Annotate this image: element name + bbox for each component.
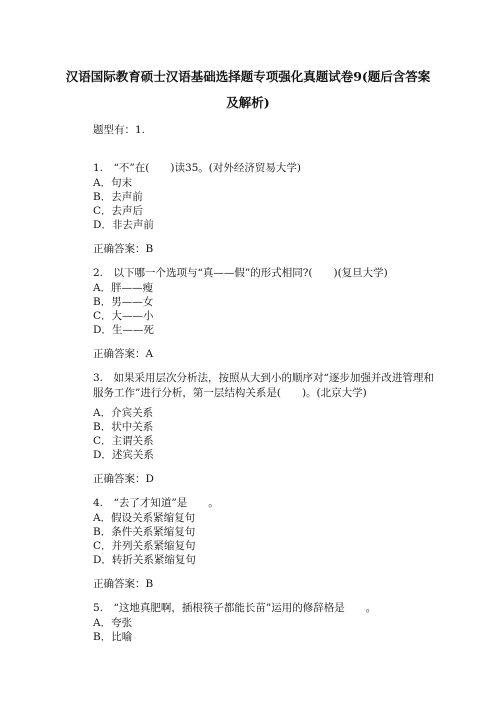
- question-3-option-a: A．介宾关系: [93, 407, 154, 419]
- question-3-option-c: C．主谓关系: [93, 435, 154, 447]
- question-2-option-c: C．大——小: [93, 310, 154, 322]
- document-title-line1: 汉语国际教育硕士汉语基础选择题专项强化真题试卷9(题后含答案: [65, 69, 431, 84]
- question-2-answer: 正确答案：A: [93, 348, 154, 360]
- question-4-answer: 正确答案：B: [93, 578, 154, 590]
- question-4-option-d: D．转折关系紧缩复句: [93, 554, 196, 566]
- question-type-line: 题型有：1.: [93, 124, 146, 136]
- question-3-answer: 正确答案：D: [93, 473, 154, 485]
- question-3-option-b: B．状中关系: [93, 421, 154, 433]
- question-1-answer: 正确答案：B: [93, 243, 154, 255]
- document-title-line2: 及解析): [226, 95, 270, 110]
- question-5-stem: 5. “这地真肥啊，插根筷子都能长苗”运用的修辞格是 。: [93, 602, 377, 614]
- question-2-stem: 2. 以下哪一个选项与“真——假”的形式相同?( )(复旦大学): [93, 267, 388, 279]
- question-4-option-c: C．并列关系紧缩复句: [93, 540, 196, 552]
- question-1-option-a: A．句末: [93, 177, 133, 189]
- question-2-option-d: D．生——死: [93, 324, 154, 336]
- question-2-option-b: B．男——女: [93, 296, 154, 308]
- question-4-option-b: B．条件关系紧缩复句: [93, 526, 196, 538]
- question-1-stem: 1. “不”在( )读35。(对外经济贸易大学): [93, 162, 301, 174]
- question-3-option-d: D．述宾关系: [93, 449, 154, 461]
- question-3-stem: 3. 如果采用层次分析法，按照从大到小的顺序对“逐步加强并改进管理和服务工作”进行分析，第一层结构关系是( )。(北京大学): [93, 372, 434, 399]
- question-1-option-c: C．去声后: [93, 205, 144, 217]
- question-4-stem: 4. “去了才知道”是 。: [93, 497, 219, 509]
- question-5-option-b: B．比喻: [93, 631, 133, 643]
- question-2-option-a: A．胖——瘦: [93, 282, 154, 294]
- question-1-option-b: B．去声前: [93, 191, 143, 203]
- question-4-option-a: A．假设关系紧缩复句: [93, 512, 196, 524]
- question-5-option-a: A．夸张: [93, 617, 133, 629]
- question-1-option-d: D．非去声前: [93, 219, 154, 231]
